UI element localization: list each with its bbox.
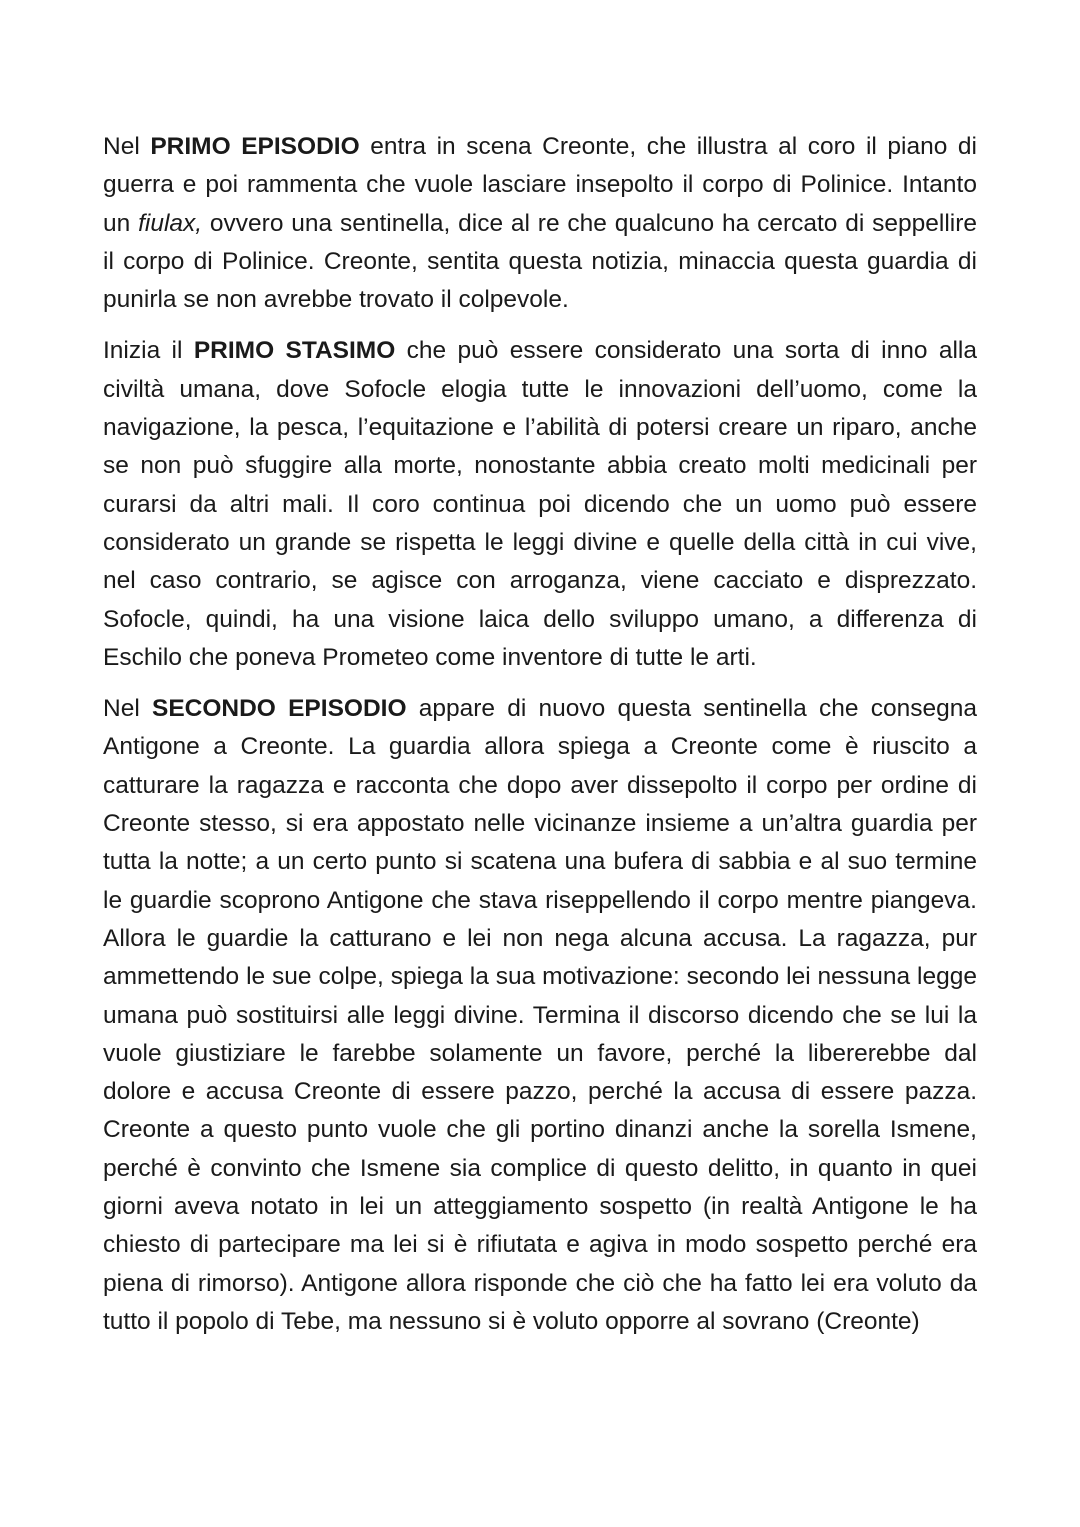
section-heading-primo-episodio: PRIMO EPISODIO (150, 133, 360, 160)
paragraph-primo-stasimo (103, 332, 977, 677)
paragraph-primo-episodio (103, 128, 977, 319)
paragraph-text: appare di nuovo questa sentinella che consegna Antigone a Creonte. La guardia allora spiega a Creonte come è riuscito a catturare la ragazza e racconta che dopo aver dissepolto il corpo per ordine di Creonte stesso, si era appostato nelle vicinanze insieme a un’altra guardia per tutta la notte; a un certo punto si scatena una bufera di sabbia e al suo termine le guardie scoprono Antigone che stava riseppellendo il corpo mentre piangeva. Allora le guardie la catturano e lei non nega alcuna accusa. La ragazza, pur ammettendo le sue colpe, spiega la sua motivazione: secondo lei nessuna legge umana può sostituirsi alle leggi divine. Termina il discorso dicendo che se lui la vuole giustiziare le farebbe solamente un favore, perché la libererebbe dal dolore e accusa Creonte di essere pazzo, perché la accusa di essere pazza. Creonte a questo punto vuole che gli portino dinanzi anche la sorella Ismene, perché è convinto che Ismene sia complice di questo delitto, in quanto in quei giorni aveva notato in lei un atteggiamento sospetto (in realtà Antigone le ha chiesto di partecipare ma lei si è rifiutata e agiva in modo sospetto perché era piena di rimorso). Antigone allora risponde che ciò che ha fatto lei era voluto da tutto il popolo di Tebe, ma nessuno si è voluto opporre al sovrano (Creonte) (103, 695, 977, 1335)
paragraph-secondo-episodio (103, 690, 977, 1341)
paragraph-prefix: Nel (103, 133, 151, 160)
paragraph-text: che può essere considerato una sorta di inno alla civiltà umana, dove Sofocle elogia tutte le innovazioni dell’uomo, come la navigazione, la pesca, l’equitazione e l’abilità di potersi creare un riparo, anche se non può sfuggire alla morte, nonostante abbia creato molti medicinali per curarsi da altri mali. Il coro continua poi dicendo che un uomo può essere considerato un grande se rispetta le leggi divine e quelle della città in cui vive, nel caso contrario, se agisce con arroganza, viene cacciato e disprezzato. Sofocle, quindi, ha una visione laica dello sviluppo umano, a differenza di Eschilo che poneva Prometeo come inventore di tutte le arti. (103, 337, 977, 671)
section-heading-secondo-episodio: SECONDO EPISODIO (151, 695, 407, 723)
document-page (103, 128, 977, 1341)
paragraph-text: ovvero una sentinella, dice al re che qualcuno ha cercato di seppellire il corpo di Polinice. Creonte, sentita questa notizia, minaccia questa guardia di punirla se non avrebbe trovato il colpevole. (103, 209, 977, 314)
paragraph-text: entra in scena Creonte, che illustra al coro il piano di guerra e poi rammenta che vuole lasciare insepolto il corpo di Polinice. Intanto un (103, 133, 977, 237)
section-heading-primo-stasimo: PRIMO STASIMO (193, 337, 396, 365)
paragraph-prefix: Nel (103, 695, 152, 723)
greek-term: fiulax, (138, 209, 203, 237)
paragraph-prefix: Inizia il (103, 337, 194, 365)
